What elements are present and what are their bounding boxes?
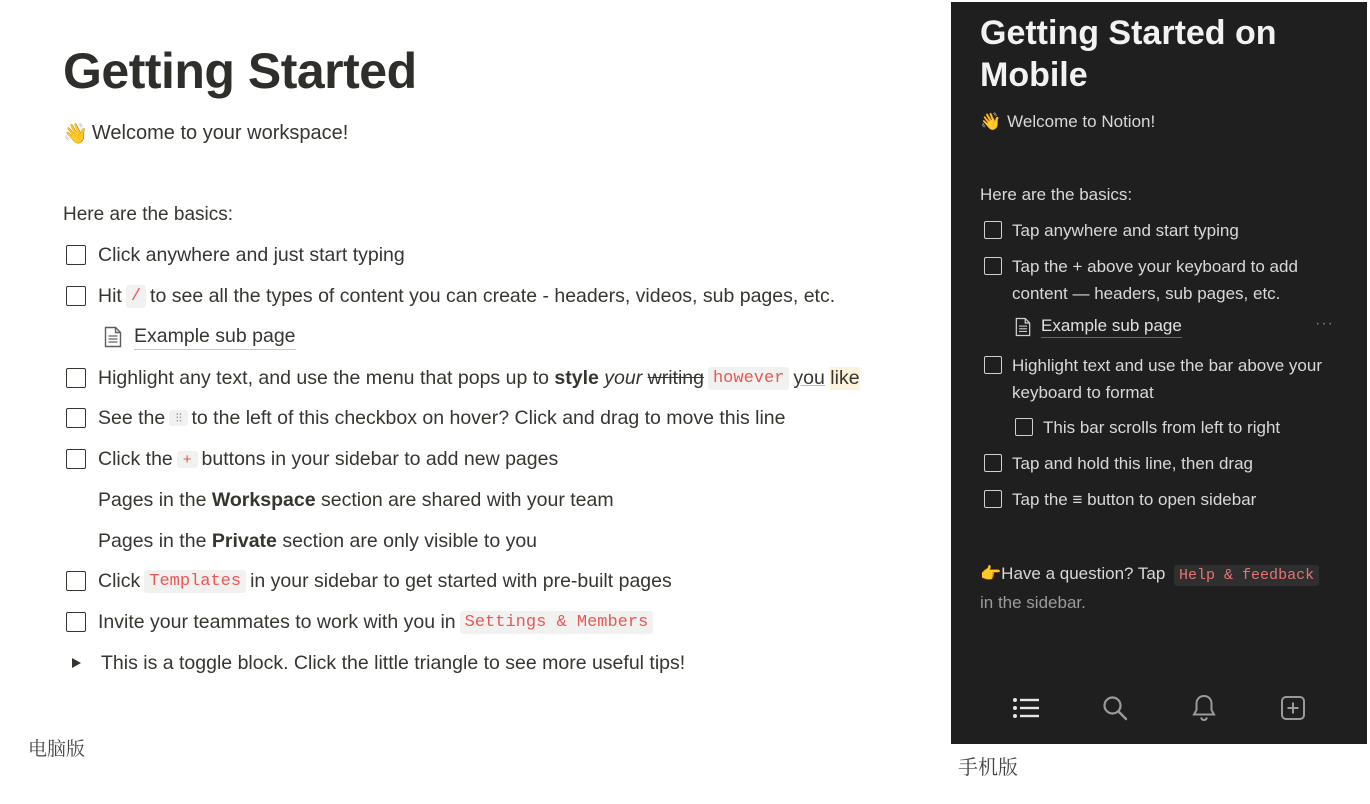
question-text: Have a question? Tap — [1001, 564, 1166, 583]
templates-code: Templates — [144, 570, 246, 593]
help-feedback-code: Help & feedback — [1174, 565, 1319, 586]
todo-item[interactable] — [66, 566, 672, 596]
italic-text: your — [604, 366, 643, 389]
mobile-todo-item[interactable] — [984, 450, 1253, 477]
todo-item[interactable] — [66, 607, 657, 637]
bold-text: Private — [211, 529, 277, 552]
plus-icon: + — [177, 451, 198, 468]
sub-page-link[interactable] — [104, 322, 296, 352]
checkbox[interactable] — [984, 221, 1002, 239]
checkbox[interactable] — [66, 449, 86, 469]
todo-text: to the left of this checkbox on hover? Click and drag to move this line — [191, 406, 786, 429]
mobile-todo-item[interactable] — [984, 253, 1334, 307]
page-icon — [104, 326, 122, 348]
checkbox[interactable] — [66, 286, 86, 306]
checkbox[interactable] — [1015, 418, 1033, 436]
text-part: Pages in the — [98, 529, 207, 552]
todo-text: Highlight any text, and use the menu that pops up to — [98, 366, 549, 389]
checkbox[interactable] — [66, 368, 86, 388]
text-part: section are only visible to you — [282, 529, 538, 552]
welcome-text: Welcome to Notion! — [1007, 112, 1156, 131]
sub-page-title: Example sub page — [134, 325, 296, 350]
toggle-block[interactable] — [66, 648, 685, 678]
mobile-todo-item[interactable] — [984, 217, 1239, 244]
checkbox[interactable] — [66, 245, 86, 265]
bold-text: style — [554, 366, 599, 389]
todo-text: Click anywhere and just start typing — [98, 243, 405, 266]
checkbox[interactable] — [984, 454, 1002, 472]
toggle-text: This is a toggle block. Click the little triangle to see more useful tips! — [101, 651, 686, 674]
todo-text: Tap and hold this line, then drag — [1012, 454, 1254, 473]
todo-item[interactable] — [66, 363, 860, 393]
todo-text: buttons in your sidebar to add new pages — [201, 447, 559, 470]
todo-text: Tap anywhere and start typing — [1012, 221, 1239, 240]
page-icon — [1015, 317, 1031, 337]
checkbox[interactable] — [984, 490, 1002, 508]
todo-text: Hit — [98, 284, 122, 307]
todo-text: See the — [98, 406, 166, 429]
desktop-caption: 电脑版 — [28, 739, 86, 760]
mobile-welcome-line[interactable] — [980, 112, 1155, 132]
todo-text: Click the — [98, 447, 173, 470]
checkbox[interactable] — [984, 257, 1002, 275]
checkbox[interactable] — [984, 356, 1002, 374]
text-block[interactable] — [98, 526, 537, 556]
inline-code: however — [708, 367, 789, 390]
todo-text: Tap the ≡ button to open sidebar — [1012, 490, 1257, 509]
list-icon[interactable] — [1008, 690, 1044, 726]
todo-item[interactable] — [66, 403, 786, 433]
mobile-page-title[interactable]: Getting Started on Mobile — [980, 14, 1277, 94]
todo-text: Tap the + above your keyboard to add content — headers, sub pages, etc. — [1012, 257, 1298, 303]
todo-text: Invite your teammates to work with you in — [98, 610, 456, 633]
todo-item[interactable] — [66, 240, 405, 270]
drag-handle-icon: ⁝⁝ — [169, 410, 187, 426]
text-block[interactable] — [98, 485, 614, 515]
checkbox[interactable] — [66, 612, 86, 632]
checkbox[interactable] — [66, 408, 86, 428]
basics-heading[interactable]: Here are the basics: — [63, 204, 234, 225]
new-page-icon[interactable] — [1275, 690, 1311, 726]
underline-text: you — [793, 366, 825, 389]
bell-icon[interactable] — [1186, 690, 1222, 726]
welcome-line[interactable] — [63, 121, 348, 146]
todo-text: to see all the types of content you can create - headers, videos, sub pages, etc. — [150, 284, 836, 307]
wave-icon: 👋 — [980, 112, 1002, 131]
settings-code: Settings & Members — [460, 611, 654, 634]
todo-text: This bar scrolls from left to right — [1043, 418, 1281, 437]
sub-page-title: Example sub page — [1041, 316, 1182, 338]
slash-code: / — [126, 285, 146, 308]
mobile-basics-heading[interactable]: Here are the basics: — [980, 185, 1133, 204]
question-suffix: in the sidebar. — [980, 593, 1086, 612]
search-icon[interactable] — [1097, 690, 1133, 726]
mobile-view — [951, 2, 1367, 744]
mobile-todo-item[interactable] — [984, 486, 1256, 513]
mobile-todo-item[interactable] — [984, 352, 1334, 406]
pointing-hand-icon: 👉 — [980, 564, 1002, 583]
mobile-bottom-bar — [951, 682, 1367, 734]
todo-item[interactable] — [66, 444, 558, 474]
strike-text: writing — [647, 366, 704, 389]
checkbox[interactable] — [66, 571, 86, 591]
mobile-caption: 手机版 — [958, 757, 1018, 779]
toggle-triangle-icon[interactable] — [72, 658, 81, 668]
todo-text: Click — [98, 569, 141, 592]
welcome-text: Welcome to your workspace! — [91, 122, 349, 144]
highlight-text: like — [830, 366, 860, 389]
todo-text: Highlight text and use the bar above your keyboard to format — [1012, 356, 1322, 402]
text-part: section are shared with your team — [320, 488, 614, 511]
bold-text: Workspace — [211, 488, 316, 511]
text-part: Pages in the — [98, 488, 207, 511]
help-callout[interactable] — [980, 560, 1360, 616]
page-title[interactable]: Getting Started — [63, 43, 417, 99]
wave-icon: 👋 — [63, 123, 88, 145]
mobile-todo-item[interactable] — [1015, 414, 1280, 441]
todo-item[interactable] — [66, 281, 835, 311]
more-icon[interactable]: ··· — [1315, 315, 1334, 332]
mobile-sub-page-link[interactable] — [1015, 316, 1182, 338]
todo-text: in your sidebar to get started with pre-built pages — [250, 569, 672, 592]
